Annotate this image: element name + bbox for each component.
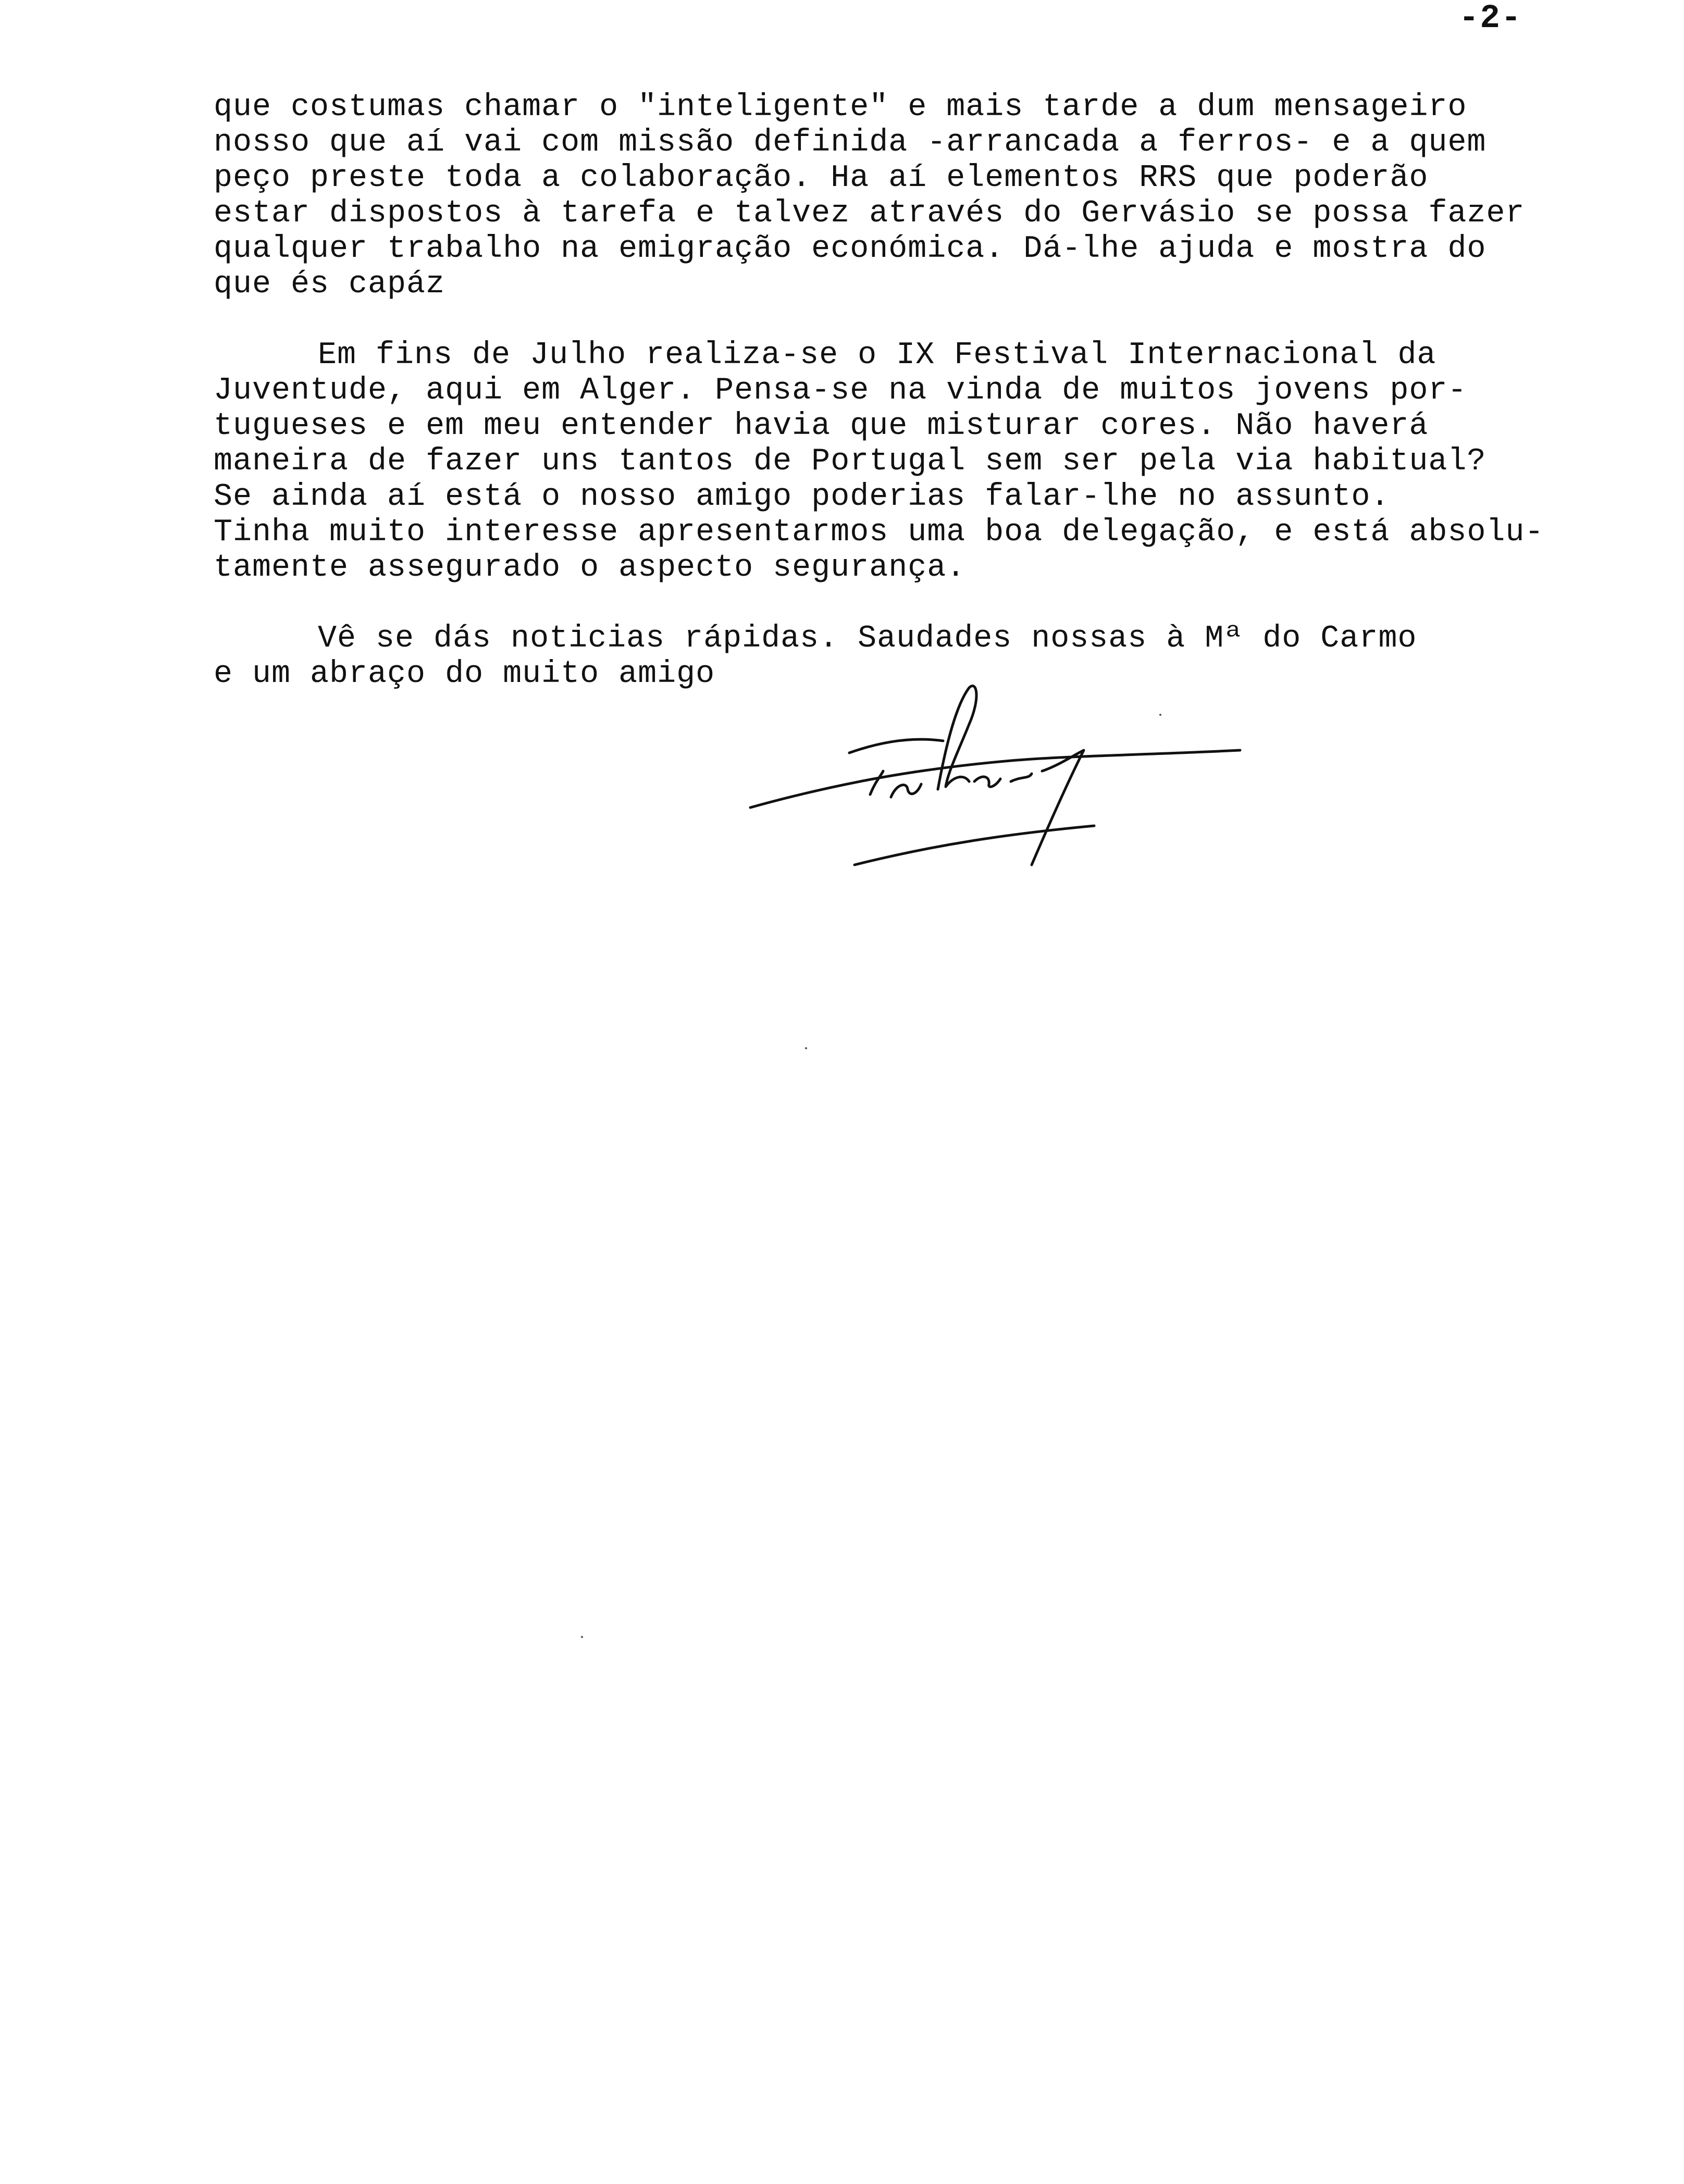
paragraph-2-line-1: Em fins de Julho realiza-se o IX Festival Internacional da bbox=[318, 338, 1437, 373]
paragraph-1-line-3: peço preste toda a colaboração. Ha aí elementos RRS que poderão bbox=[214, 160, 1429, 196]
paragraph-1-line-4: estar dispostos à tarefa e talvez através do Gervásio se possa fazer bbox=[214, 196, 1525, 231]
paragraph-2-line-4: maneira de fazer uns tantos de Portugal sem ser pela via habitual? bbox=[214, 444, 1487, 479]
paragraph-1-line-1: que costumas chamar o "inteligente" e mais tarde a dum mensageiro bbox=[214, 90, 1467, 125]
paragraph-1-line-6: que és capáz bbox=[214, 267, 445, 302]
paragraph-2-line-2: Juventude, aqui em Alger. Pensa-se na vinda de muitos jovens por- bbox=[214, 373, 1467, 408]
paper-speck bbox=[805, 1047, 807, 1049]
paragraph-gap bbox=[214, 302, 1657, 338]
handwritten-signature bbox=[740, 677, 1261, 886]
paragraph-2-line-3: tugueses e em meu entender havia que misturar cores. Não haverá bbox=[214, 408, 1429, 444]
paper-speck bbox=[1159, 714, 1161, 716]
paragraph-2-line-5: Se ainda aí está o nosso amigo poderias falar-lhe no assunto. bbox=[214, 479, 1390, 515]
paragraph-gap bbox=[214, 586, 1657, 621]
paragraph-1-line-2: nosso que aí vai com missão definida -arrancada a ferros- e a quem bbox=[214, 125, 1487, 160]
signature-drawing bbox=[740, 677, 1261, 886]
paragraph-2-line-6: Tinha muito interesse apresentarmos uma boa delegação, e está absolu- bbox=[214, 515, 1544, 550]
paragraph-1-line-5: qualquer trabalho na emigração económica. Dá-lhe ajuda e mostra do bbox=[214, 231, 1487, 267]
paragraph-2-line-7: tamente assegurado o aspecto segurança. bbox=[214, 550, 966, 586]
page-number: -2- bbox=[1459, 0, 1522, 38]
letter-body bbox=[214, 90, 1657, 692]
paper-speck bbox=[581, 1636, 583, 1638]
paragraph-3-line-2: e um abraço do muito amigo bbox=[214, 656, 715, 692]
paragraph-3-line-1: Vê se dás noticias rápidas. Saudades nossas à Mª do Carmo bbox=[318, 621, 1417, 656]
